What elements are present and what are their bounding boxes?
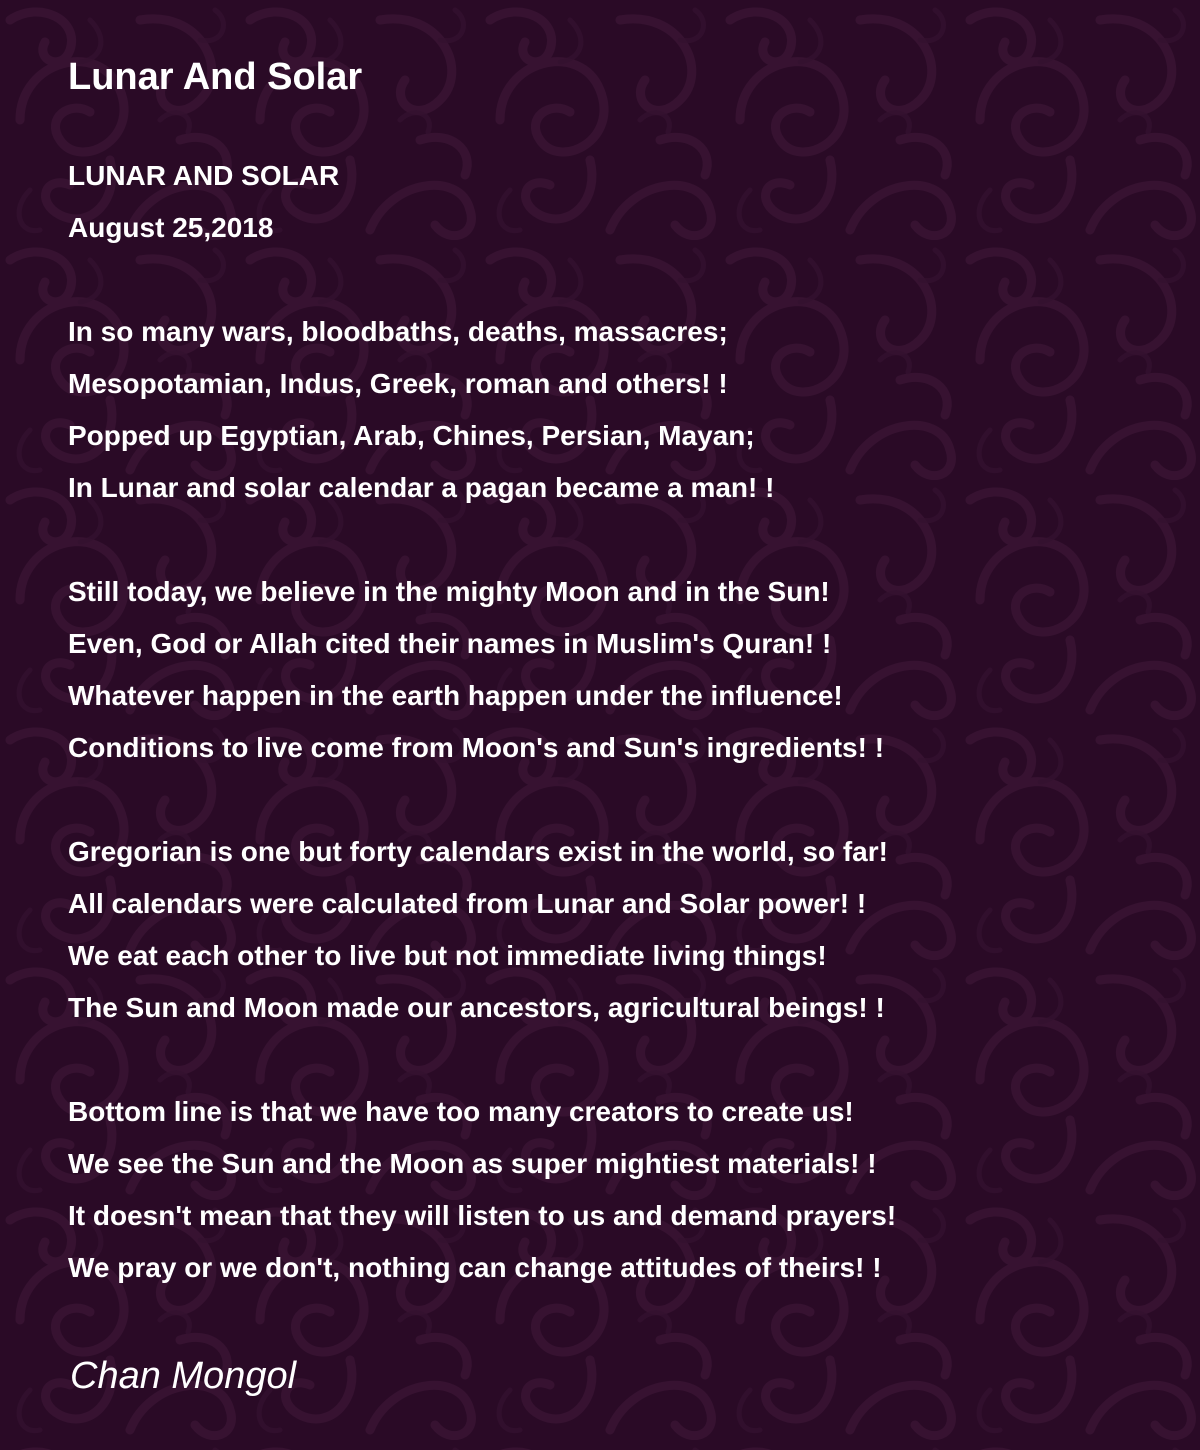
poem-body: [68, 150, 1168, 1294]
poem-line: LUNAR AND SOLAR: [68, 160, 340, 191]
poem-line: We eat each other to live but not immediate living things!: [68, 940, 827, 971]
poem-line: In so many wars, bloodbaths, deaths, massacres;: [68, 316, 728, 347]
poem-line: All calendars were calculated from Lunar and Solar power! !: [68, 888, 867, 919]
poem-line: The Sun and Moon made our ancestors, agricultural beings! !: [68, 992, 885, 1023]
poem-line: It doesn't mean that they will listen to us and demand prayers!: [68, 1200, 897, 1231]
poem-line: Even, God or Allah cited their names in Muslim's Quran! !: [68, 628, 832, 659]
stanza-gap: [68, 254, 1168, 306]
author-name: Chan Mongol: [70, 1355, 297, 1397]
poem-line: Whatever happen in the earth happen under the influence!: [68, 680, 843, 711]
stanza-gap: [68, 774, 1168, 826]
poem-line: We pray or we don't, nothing can change attitudes of theirs! !: [68, 1252, 882, 1283]
stanza-gap: [68, 514, 1168, 566]
poem-line: August 25,2018: [68, 212, 274, 243]
poem-line: Gregorian is one but forty calendars exist in the world, so far!: [68, 836, 888, 867]
poem-line: Mesopotamian, Indus, Greek, roman and others! !: [68, 368, 728, 399]
stanza-gap: [68, 1034, 1168, 1086]
poem-line: In Lunar and solar calendar a pagan became a man! !: [68, 472, 775, 503]
poem-line: We see the Sun and the Moon as super mightiest materials! !: [68, 1148, 877, 1179]
poem-line: Still today, we believe in the mighty Moon and in the Sun!: [68, 576, 830, 607]
page-title: Lunar And Solar: [68, 56, 363, 98]
poem-line: Popped up Egyptian, Arab, Chines, Persian, Mayan;: [68, 420, 755, 451]
poem-line: Bottom line is that we have too many creators to create us!: [68, 1096, 854, 1127]
poem-line: Conditions to live come from Moon's and Sun's ingredients! !: [68, 732, 885, 763]
